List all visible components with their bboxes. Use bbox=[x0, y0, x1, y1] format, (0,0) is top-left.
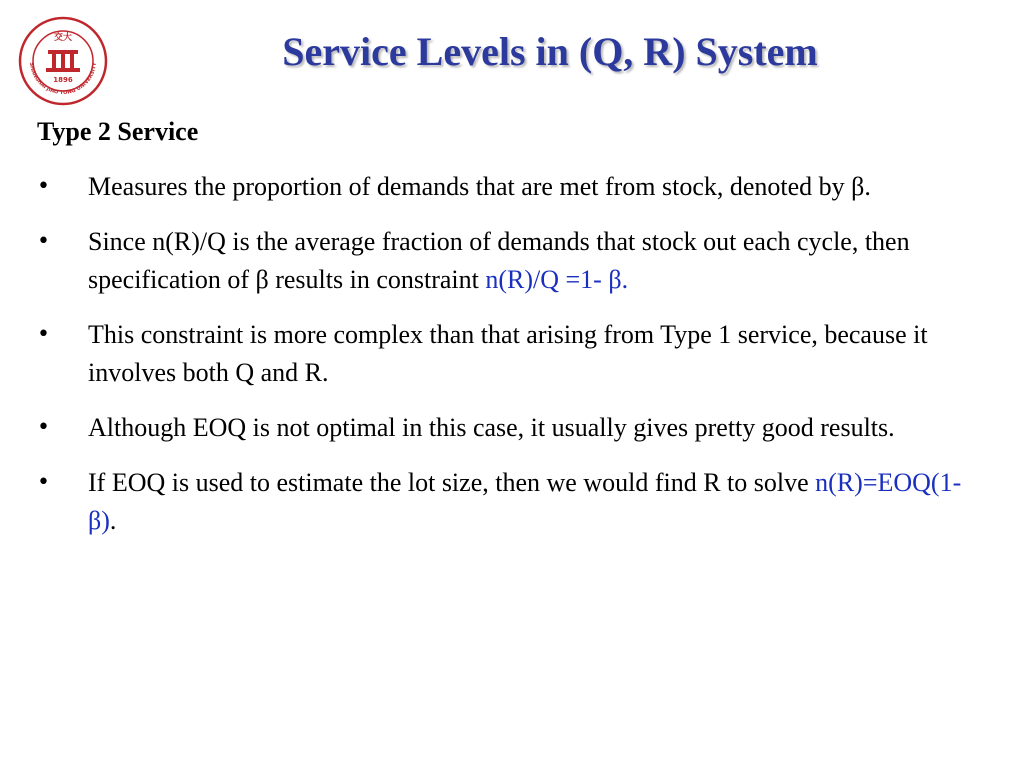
seal-university-name: SHANGHAI JIAO TONG UNIVERSITY bbox=[27, 62, 99, 97]
bullet-marker: • bbox=[37, 174, 50, 199]
bullet-text: If EOQ is used to estimate the lot size, then we would find R to solve bbox=[88, 468, 816, 497]
bullet-marker: • bbox=[37, 470, 50, 495]
bullet-text: Since n(R)/Q is the average fraction of demands that stock out each cycle, then specification of β results in constraint bbox=[88, 227, 910, 294]
bullet-item bbox=[37, 409, 977, 447]
bullet-text: Although EOQ is not optimal in this case, it usually gives pretty good results. bbox=[88, 413, 895, 442]
bullet-text-end: . bbox=[109, 506, 117, 535]
bullet-item bbox=[37, 464, 977, 540]
bullet-marker: • bbox=[37, 229, 50, 254]
bullet-text: Measures the proportion of demands that are met from stock, denoted by β. bbox=[88, 172, 871, 201]
bullet-item bbox=[37, 223, 977, 299]
bullet-list bbox=[37, 168, 977, 557]
bullet-item bbox=[37, 168, 977, 206]
bullet-marker: • bbox=[37, 322, 50, 347]
bullet-marker: • bbox=[37, 415, 50, 440]
section-subheading: Type 2 Service bbox=[37, 117, 199, 146]
seal-chinese-text: 交大 bbox=[53, 33, 73, 43]
seal-year: 1896 bbox=[53, 76, 73, 84]
highlighted-formula: n(R)=EOQ(1- β) bbox=[88, 468, 962, 535]
slide-title: Service Levels in (Q, R) System bbox=[282, 29, 818, 74]
highlighted-formula: n(R)/Q =1- β. bbox=[485, 265, 629, 294]
bullet-item bbox=[37, 316, 977, 392]
bullet-text: This constraint is more complex than that arising from Type 1 service, because it involves both Q and R. bbox=[88, 320, 928, 387]
